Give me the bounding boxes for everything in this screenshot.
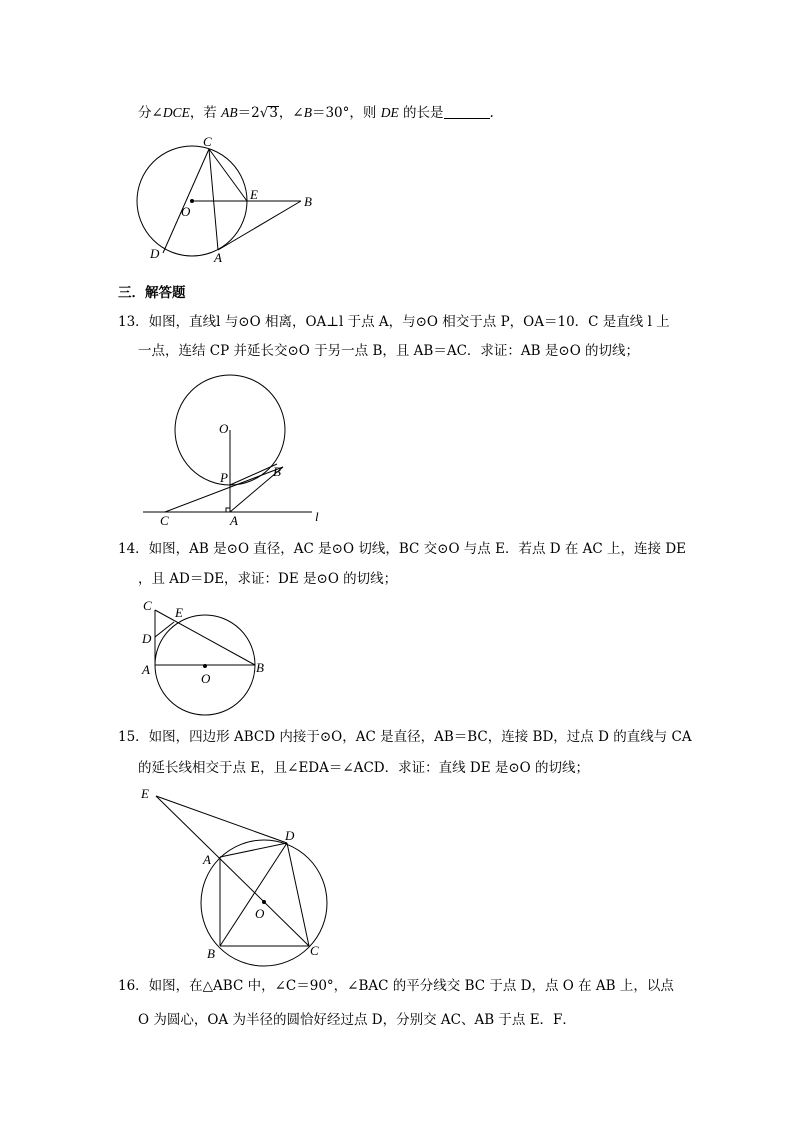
fig13-label-c: C	[160, 513, 169, 528]
fig14-label-d: D	[142, 631, 152, 646]
fig15-label-b: B	[207, 946, 215, 961]
fig13-label-b: B	[273, 464, 281, 479]
q12-var-dce: DCE	[162, 105, 190, 120]
fig15-center-dot	[262, 900, 266, 904]
sqrt-sign: √	[259, 105, 269, 121]
fig12-label-o: O	[181, 204, 191, 219]
q14-line1: 14．如图，AB 是⊙O 直径，AC 是⊙O 切线，BC 交⊙O 与点 E．若点 D 在 AC 上，连接 DE	[118, 541, 686, 557]
fig14-label-b: B	[256, 660, 264, 675]
q12-var-b: B	[303, 105, 312, 120]
q12-text-5: ＝30°，则	[311, 105, 381, 121]
fig13-label-p: P	[220, 470, 228, 485]
fig14-label-c: C	[143, 598, 152, 613]
fig15-label-o: O	[255, 906, 265, 921]
fig14-label-e: E	[175, 605, 183, 620]
fig14-label-a: A	[142, 662, 150, 677]
fig15-label-a: A	[203, 852, 211, 867]
q12-text-3: ＝2	[237, 105, 260, 121]
q12-text-1: 分∠	[138, 105, 163, 121]
q12-var-de: DE	[380, 105, 399, 120]
q12-text-2: ，若	[189, 105, 222, 121]
fig15-label-c: C	[310, 943, 319, 958]
fig13-label-o: O	[219, 421, 229, 436]
q12-text-4: ，∠	[278, 105, 304, 121]
fig15-label-e: E	[141, 786, 149, 801]
fig12-label-c: C	[203, 134, 212, 149]
q12-end: .	[489, 105, 494, 121]
q16-line1: 16．如图，在△ABC 中，∠C＝90°，∠BAC 的平分线交 BC 于点 D，点 O 在 AB 上，以点	[118, 978, 674, 994]
fig13-label-l: l	[315, 509, 319, 524]
q15-line2: 的延长线相交于点 E，且∠EDA＝∠ACD．求证：直线 DE 是⊙O 的切线；	[138, 760, 590, 776]
q15-line1: 15．如图，四边形 ABCD 内接于⊙O，AC 是直径，AB＝BC，连接 BD，过点 D 的直线与 CA	[118, 729, 692, 745]
q14-line2: ，且 AD＝DE，求证：DE 是⊙O 的切线；	[138, 571, 398, 587]
fig15-line-dc	[287, 843, 309, 946]
fig13-label-a: A	[230, 513, 238, 528]
q16-line2: O 为圆心，OA 为半径的圆恰好经过点 D，分别交 AC、AB 于点 E．F．	[138, 1012, 576, 1028]
q12-var-ab: AB	[221, 105, 238, 120]
q13-line1: 13．如图，直线l 与⊙O 相离，OA⊥l 于点 A，与⊙O 相交于点 P，OA＝10．C 是直线 l 上	[118, 314, 670, 330]
q12-text-6: 的长是	[398, 105, 444, 121]
fig12-label-a: A	[214, 250, 222, 265]
fig12-label-d: D	[150, 246, 160, 261]
fig15-line-ed	[156, 796, 287, 843]
fig15-label-d: D	[285, 828, 295, 843]
fig12-label-b: B	[304, 194, 312, 209]
q12-root: 3	[269, 105, 278, 121]
q13-line2: 一点，连结 CP 并延长交⊙O 于另一点 B，且 AB＝AC．求证：AB 是⊙O 的切线；	[138, 343, 640, 359]
section-title: 三．解答题	[118, 285, 186, 301]
fig12-label-e: E	[250, 187, 258, 202]
fig14-label-o: O	[201, 671, 211, 686]
fig15-line-bd	[220, 843, 287, 946]
fig15-line-ec	[156, 796, 309, 946]
